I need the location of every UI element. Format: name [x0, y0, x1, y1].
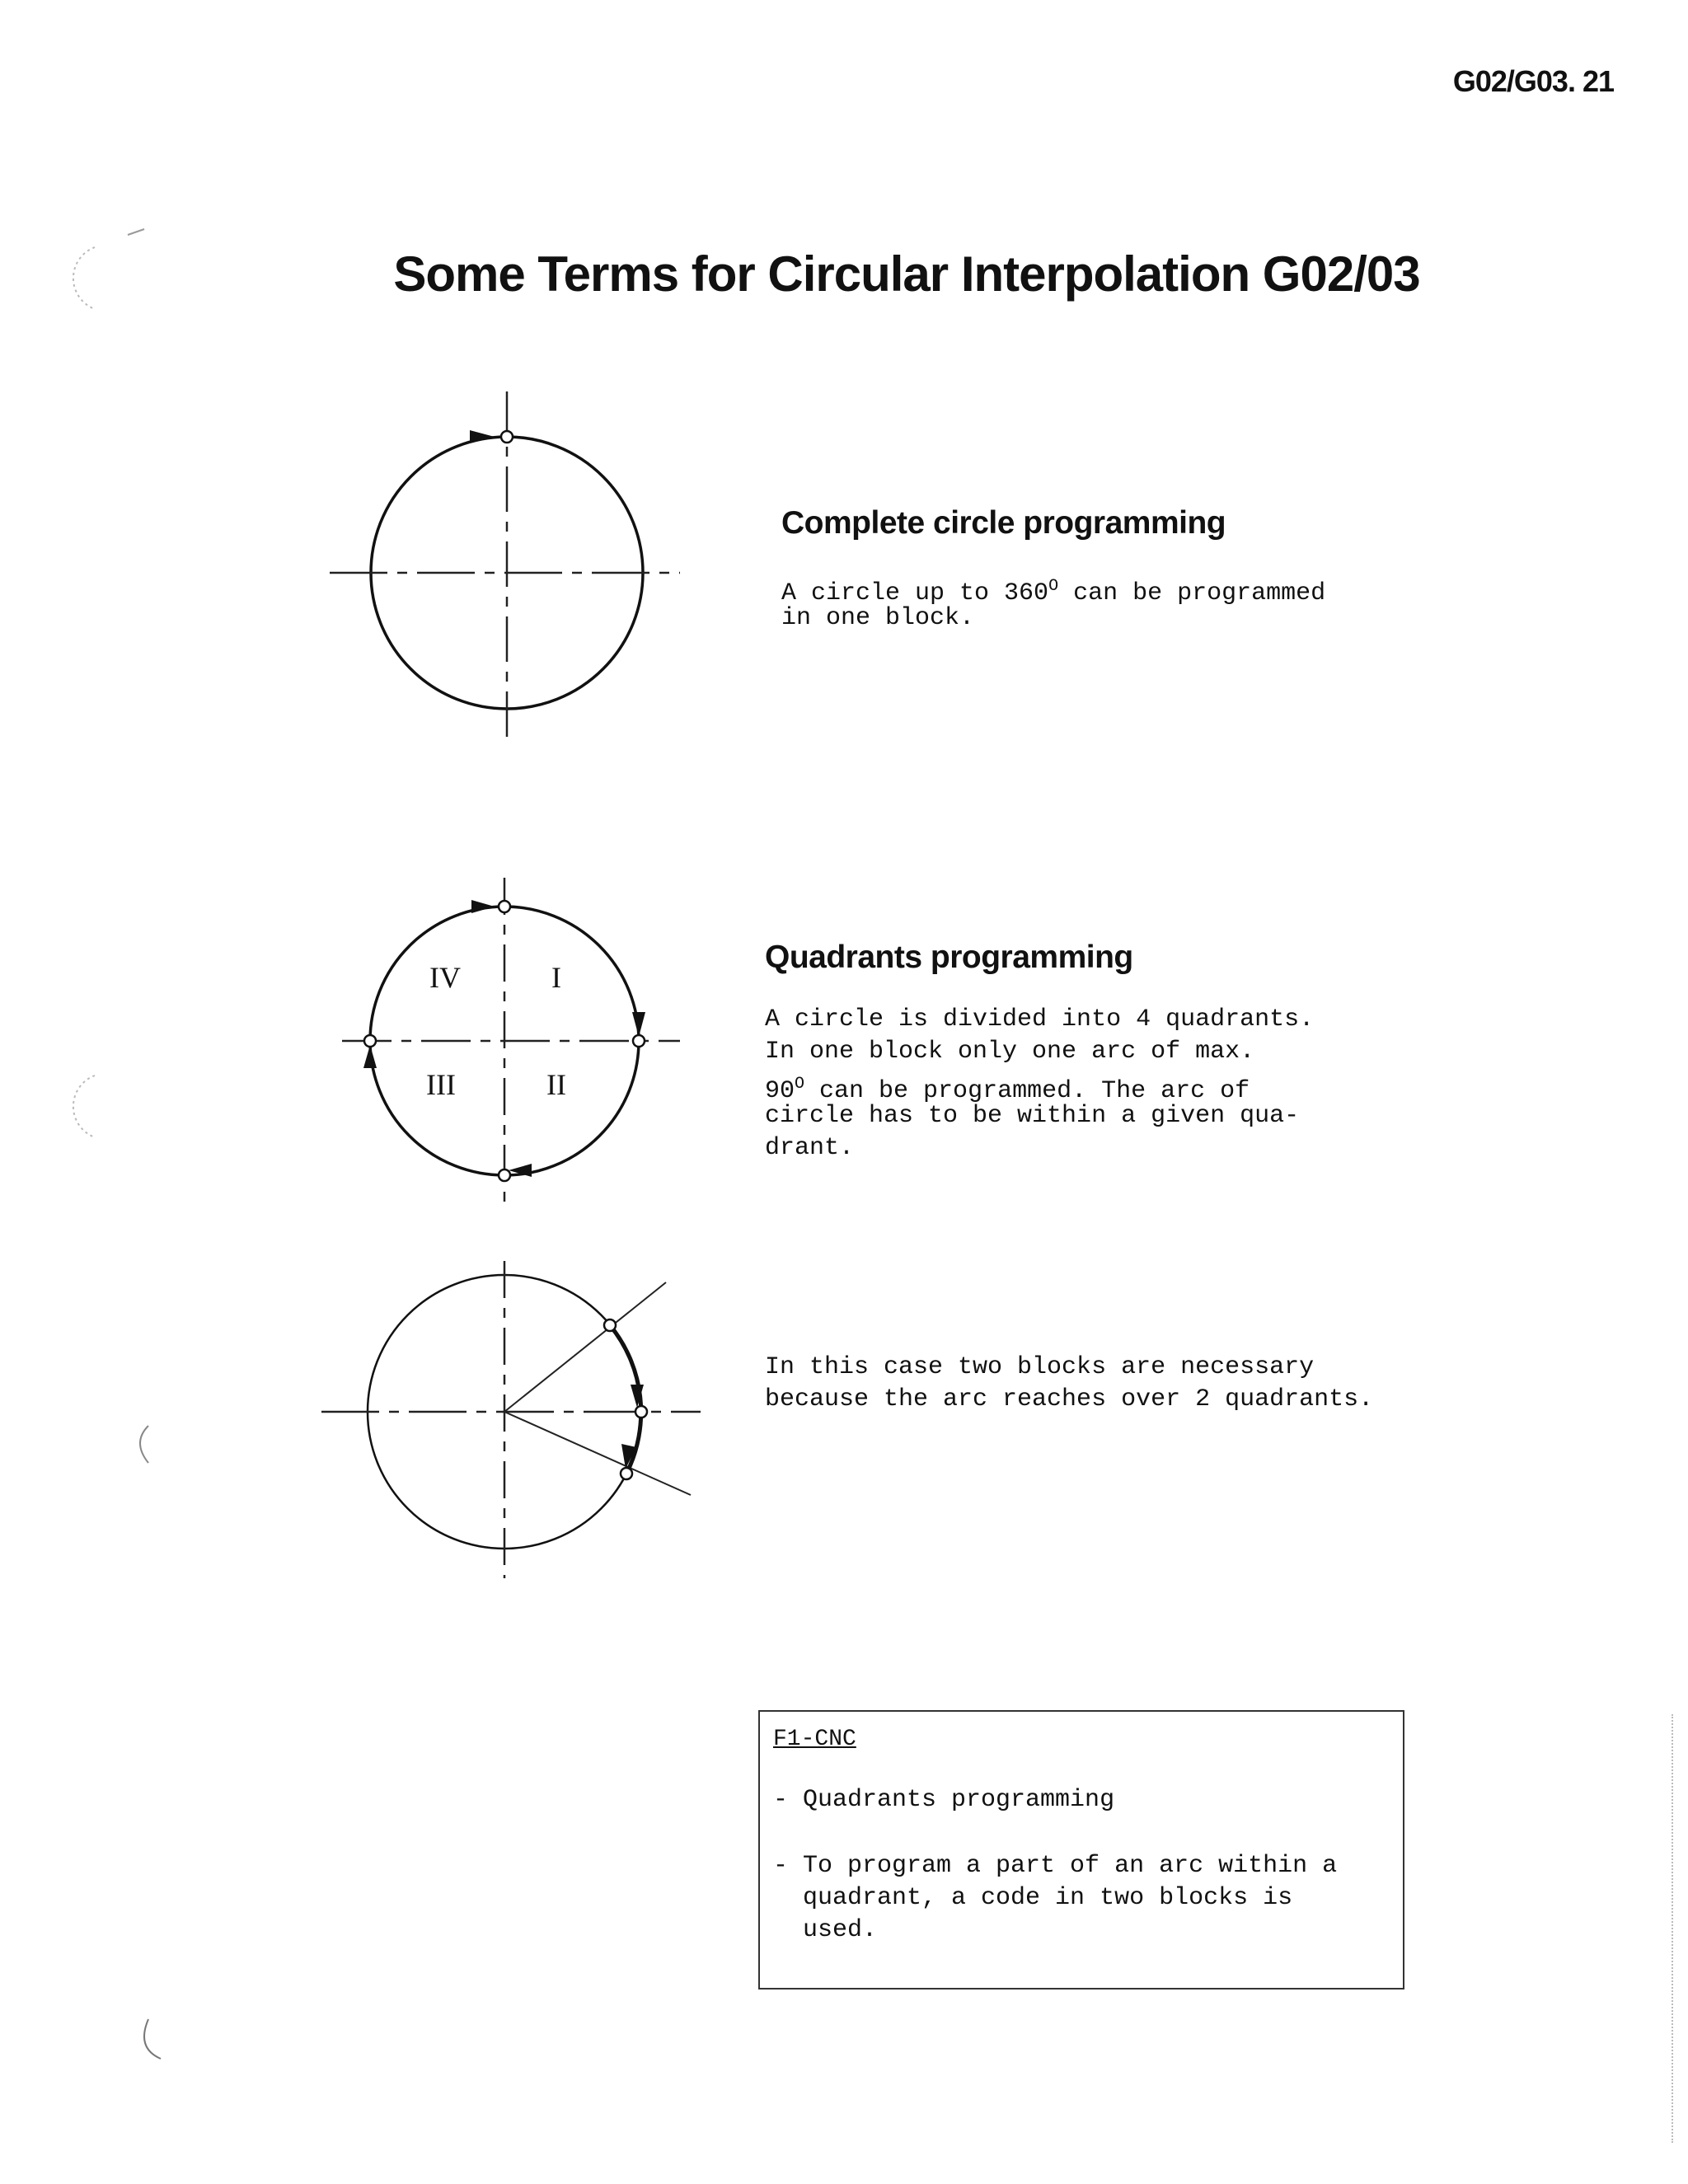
direction-arrow — [471, 900, 495, 913]
f1-cnc-item: - Quadrants programming — [773, 1786, 1115, 1814]
page-title: Some Terms for Circular Interpolation G02/03 — [393, 246, 1420, 302]
quadrant-point — [364, 1035, 376, 1047]
quadrant-label-II: II — [546, 1068, 566, 1101]
radius-line-end — [504, 1412, 691, 1495]
quadrant-label-IV: IV — [429, 961, 461, 994]
direction-arrow — [363, 1045, 377, 1068]
scan-edge — [1672, 1714, 1673, 2143]
two-blocks-arc-diagram — [321, 1261, 717, 1591]
quadrants-text-line: drant. — [765, 1134, 855, 1162]
quadrants-text-line: In one block only one arc of max. — [765, 1038, 1255, 1066]
punch-hole-mark — [45, 223, 177, 330]
arc-point — [604, 1319, 616, 1331]
f1-cnc-summary-box — [758, 1710, 1404, 1990]
quadrants-text-line: A circle is divided into 4 quadrants. — [765, 1005, 1315, 1033]
arc-point — [635, 1406, 647, 1418]
arc-point — [621, 1468, 632, 1479]
two-blocks-text-line: In this case two blocks are necessary — [765, 1353, 1315, 1381]
direction-arrow — [632, 1012, 645, 1037]
complete-circle-text-line: A circle up to $360^O$ can be programmed — [781, 577, 1326, 607]
f1-cnc-item: used. — [773, 1916, 878, 1944]
complete-circle-heading: Complete circle programming — [781, 505, 1226, 541]
quadrants-heading: Quadrants programming — [765, 940, 1133, 975]
quadrant-label-I: I — [551, 961, 561, 994]
quadrant-label-III: III — [426, 1068, 456, 1101]
quadrants-diagram — [330, 865, 692, 1212]
complete-circle-diagram — [330, 383, 692, 746]
direction-arrow — [470, 430, 495, 443]
page-number: G02/G03. 21 — [1452, 64, 1614, 98]
f1-cnc-title: F1-CNC — [773, 1727, 856, 1752]
f1-cnc-item: quadrant, a code in two blocks is — [773, 1884, 1293, 1912]
quadrant-point — [499, 1169, 510, 1181]
quadrant-point — [633, 1035, 645, 1047]
quadrant-point — [499, 901, 510, 912]
two-blocks-text-line: because the arc reaches over 2 quadrants. — [765, 1385, 1374, 1413]
quadrants-text-line: circle has to be within a given qua- — [765, 1102, 1300, 1130]
punch-hole-mark — [124, 2011, 181, 2077]
quadrants-text-line: $90^O$ can be programmed. The arc of — [765, 1075, 1250, 1105]
f1-cnc-item: - To program a part of an arc within a — [773, 1852, 1338, 1880]
complete-circle-text-line: in one block. — [781, 604, 975, 632]
punch-hole-mark — [45, 1067, 128, 1150]
punch-hole-mark — [124, 1418, 173, 1483]
start-point — [501, 431, 513, 443]
